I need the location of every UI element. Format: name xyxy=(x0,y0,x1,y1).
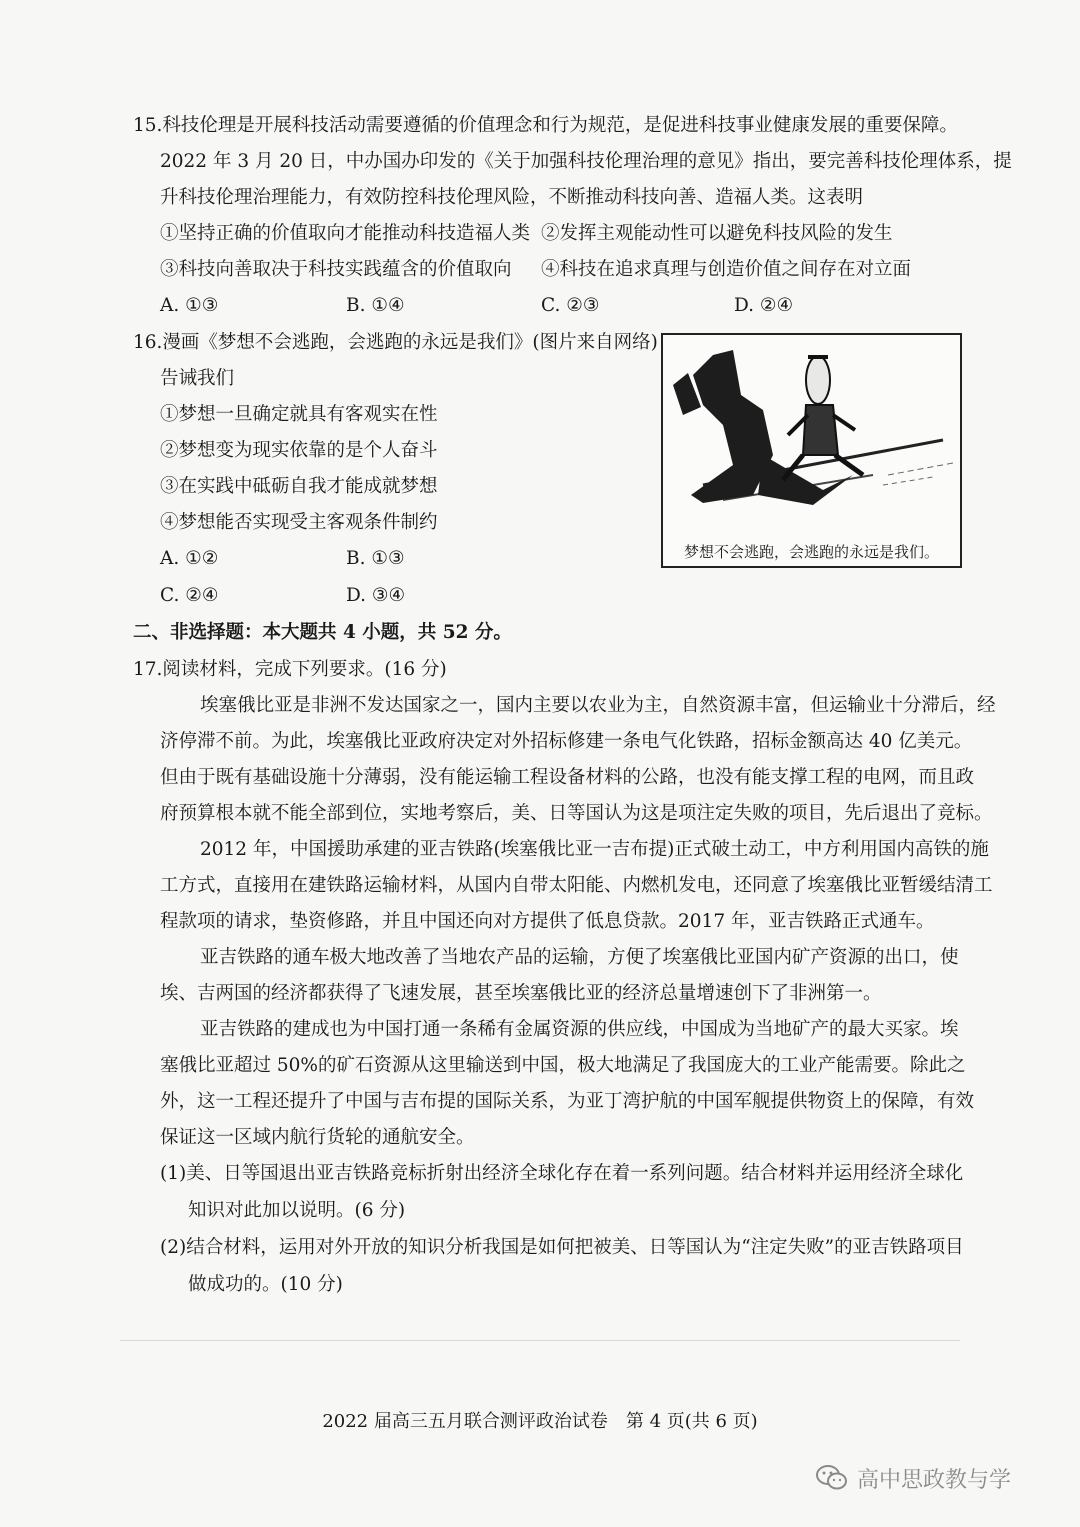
q17-material-line: 工方式，直接用在建铁路运输材料，从国内自带太阳能、内燃机发电，还同意了埃塞俄比亚暂缓结清工 xyxy=(160,875,993,896)
q17-material-line: 保证这一区域内航行货轮的通航安全。 xyxy=(160,1127,475,1148)
q15-statement-4: ④科技在追求真理与创造价值之间存在对立面 xyxy=(541,259,912,280)
cartoon-caption: 梦想不会逃跑，会逃跑的永远是我们。 xyxy=(683,543,939,561)
q15-statement-3: ③科技向善取决于科技实践蕴含的价值取向 xyxy=(160,259,512,280)
q17-material-line: 府预算根本就不能全部到位，实地考察后，美、日等国认为这是项注定失败的项目，先后退出了竞标。 xyxy=(160,803,993,824)
q15-statement-1: ①坚持正确的价值取向才能推动科技造福人类 xyxy=(160,223,531,244)
q16-statement-1: ①梦想一旦确定就具有客观实在性 xyxy=(160,404,438,425)
q17-material-line: 但由于既有基础设施十分薄弱，没有能运输工程设备材料的公路，也没有能支撑工程的电网，而且政 xyxy=(160,767,975,788)
q17-subquestion-1: 知识对此加以说明。(6 分) xyxy=(188,1200,406,1221)
q17-material-line: 2012 年，中国援助承建的亚吉铁路(埃塞俄比亚一吉布提)正式破土动工，中方利用国内高铁的施 xyxy=(200,839,989,860)
q16-option-d: D. ③④ xyxy=(346,585,406,606)
q15-statement-2: ②发挥主观能动性可以避免科技风险的发生 xyxy=(541,223,893,244)
q16-stem-line-2: 告诫我们 xyxy=(160,368,235,389)
q16-stem-line-1: 16.漫画《梦想不会逃跑，会逃跑的永远是我们》(图片来自网络) xyxy=(133,332,658,353)
q15-option-a: A. ①③ xyxy=(160,295,219,316)
q17-material-line: 程款项的请求，垫资修路，并且中国还向对方提供了低息贷款。2017 年，亚吉铁路正式通车。 xyxy=(160,911,935,932)
q16-statement-2: ②梦想变为现实依靠的是个人奋斗 xyxy=(160,440,438,461)
section-2-heading: 二、非选择题：本大题共 4 小题，共 52 分。 xyxy=(133,622,512,643)
q15-option-d: D. ②④ xyxy=(734,295,794,316)
q17-material-line: 埃、吉两国的经济都获得了飞速发展，甚至埃塞俄比亚的经济总量增速创下了非洲第一。 xyxy=(160,983,882,1004)
q16-option-b: B. ①③ xyxy=(346,548,405,569)
q15-stem-line-2: 2022 年 3 月 20 日，中办国办印发的《关于加强科技伦理治理的意见》指出，要完善科技伦理体系，提 xyxy=(160,151,1012,172)
divider xyxy=(120,1340,960,1341)
q17-material-line: 济停滞不前。为此，埃塞俄比亚政府决定对外招标修建一条电气化铁路，招标金额高达 40 亿美元。 xyxy=(160,731,973,752)
q17-material-line: 埃塞俄比亚是非洲不发达国家之一，国内主要以农业为主，自然资源丰富，但运输业十分滞后，经 xyxy=(200,695,996,716)
cartoon-illustration xyxy=(663,335,960,540)
q16-option-a: A. ①② xyxy=(160,548,219,569)
q17-material-line: 外，这一工程还提升了中国与吉布提的国际关系，为亚丁湾护航的中国军舰提供物资上的保障，有效 xyxy=(160,1091,975,1112)
q17-subquestion-2: (2)结合材料，运用对外开放的知识分析我国是如何把被美、日等国认为“注定失败”的亚吉铁路项目 xyxy=(160,1237,964,1258)
watermark xyxy=(815,1460,1011,1496)
q17-intro: 17.阅读材料，完成下列要求。(16 分) xyxy=(133,659,447,680)
page-footer: 2022 届高三五月联合测评政治试卷 第 4 页(共 6 页) xyxy=(322,1411,758,1432)
q16-statement-3: ③在实践中砥砺自我才能成就梦想 xyxy=(160,476,438,497)
q17-material-line: 亚吉铁路的建成也为中国打通一条稀有金属资源的供应线，中国成为当地矿产的最大买家。埃 xyxy=(200,1019,959,1040)
q17-material-line: 亚吉铁路的通车极大地改善了当地农产品的运输，方便了埃塞俄比亚国内矿产资源的出口，使 xyxy=(200,947,959,968)
q15-option-c: C. ②③ xyxy=(541,295,600,316)
q17-subquestion-1: (1)美、日等国退出亚吉铁路竞标折射出经济全球化存在着一系列问题。结合材料并运用经济全球化 xyxy=(160,1163,964,1184)
q16-option-c: C. ②④ xyxy=(160,585,219,606)
wechat-icon xyxy=(815,1463,849,1493)
q16-statement-4: ④梦想能否实现受主客观条件制约 xyxy=(160,512,438,533)
q15-stem-line-1: 15.科技伦理是开展科技活动需要遵循的价值理念和行为规范，是促进科技事业健康发展的重要保障。 xyxy=(133,115,958,136)
q17-material-line: 塞俄比亚超过 50%的矿石资源从这里输送到中国，极大地满足了我国庞大的工业产能需要。除此之 xyxy=(160,1055,966,1076)
q15-stem-line-3: 升科技伦理治理能力，有效防控科技伦理风险，不断推动科技向善、造福人类。这表明 xyxy=(160,187,864,208)
q17-subquestion-2: 做成功的。(10 分) xyxy=(188,1274,343,1295)
watermark-text: 高中思政教与学 xyxy=(857,1467,1012,1493)
cartoon-figure xyxy=(661,333,962,568)
q15-option-b: B. ①④ xyxy=(346,295,405,316)
